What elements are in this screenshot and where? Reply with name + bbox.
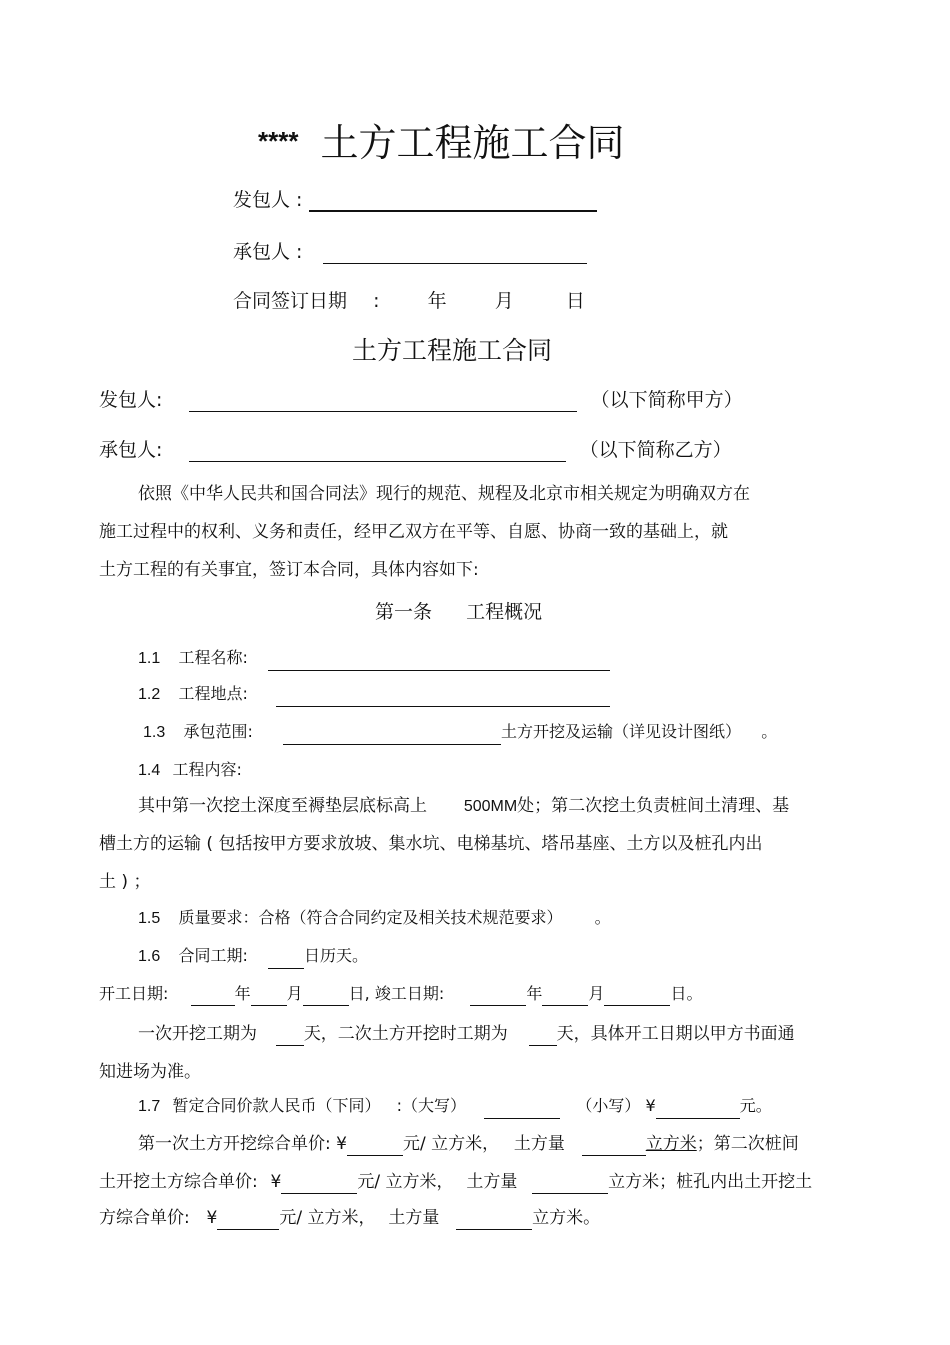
cover-date-day: 日 [565,290,585,312]
start-month-field[interactable] [251,985,287,1006]
party-b-suffix: （以下简称乙方） [579,439,732,461]
article-1-number: 第一条 [375,601,433,623]
cover-employer-row [233,188,597,212]
schedule-row [99,982,702,1006]
price-uppercase-field[interactable] [484,1098,560,1119]
price-lowercase-field[interactable] [656,1098,740,1119]
end-month-field[interactable] [542,985,588,1006]
article-1-heading [375,600,542,624]
cover-date-row [233,289,585,313]
end-month-unit: 月 [588,984,605,1003]
end-day-field[interactable] [604,985,670,1006]
cover-employer-label: 发包人 : [233,189,303,211]
qty-label: 土方量 [388,1208,440,1228]
item-1-3-label: 承包范围: [183,722,253,741]
yen-symbol: ¥ [206,1208,218,1228]
second-period-field[interactable] [529,1025,557,1046]
party-b-label: 承包人: [99,439,163,461]
item-1-1-num: 1.1 [138,650,161,667]
end-day-unit: 日。 [670,984,703,1003]
item-1-3-end: 。 [761,722,778,741]
intro-line-2: 施工过程中的权利、义务和责任，经甲乙双方在平等、自愿、协商一致的基础上，就 [99,522,728,542]
third-unit-price-label: 方综合单价: [99,1208,190,1228]
intro-line-3: 土方工程的有关事宜，签订本合同，具体内容如下: [99,560,479,580]
yen-symbol: ¥ [645,1096,656,1115]
unit-label: 元/ 立方米， [357,1172,454,1192]
cover-title-text: 土方工程施工合同 [320,121,625,165]
scope-field[interactable] [283,724,501,745]
start-date-label: 开工日期: [99,984,169,1003]
item-1-4-para-3: 土 ) ； [99,872,151,892]
unit-price-row-3-tail: 立方米。 [532,1208,601,1228]
cover-employer-field[interactable] [309,190,597,212]
item-1-6-label: 合同工期: [178,946,248,965]
start-day-unit: 日, [348,984,370,1003]
cover-date-colon: : [373,290,380,312]
period-row [138,1022,795,1046]
item-1-4-num: 1.4 [138,762,161,779]
item-1-3 [143,720,777,745]
first-period-field[interactable] [276,1025,304,1046]
project-name-field[interactable] [268,650,610,671]
end-year-field[interactable] [470,985,526,1006]
item-1-4-para-1-a: 其中第一次挖土深度至褥垫层底标高上 [138,796,427,816]
unit-price-row-1 [138,1132,799,1156]
cover-contractor-row [233,240,587,264]
period-tail: 天，具体开工日期以甲方书面通 [556,1024,795,1044]
item-1-4 [138,758,242,783]
second-qty-field[interactable] [532,1173,608,1194]
item-1-7-label: 暂定合同价款人民币（下同） [172,1096,381,1115]
second-unit-price-lead: ；第二次桩间 [696,1134,799,1154]
yen-symbol: ¥ [270,1172,282,1192]
start-year-unit: 年 [234,984,251,1003]
party-a-suffix: （以下简称甲方） [590,389,743,411]
cover-date-label: 合同签订日期 [233,290,348,312]
first-unit-price-field[interactable] [347,1135,403,1156]
cover-contractor-field[interactable] [323,243,587,264]
first-unit-price-label: 第一次土方开挖综合单价: [138,1134,331,1154]
item-1-2 [138,682,610,707]
item-1-4-para-2: 槽土方的运输 ( 包括按甲方要求放坡、集水坑、电梯基坑、塔吊基座、土方以及桩孔内出 [99,834,763,854]
item-1-7-upper-label: :（大写） [396,1096,467,1115]
item-1-6-suffix: 日历天。 [304,946,369,965]
start-day-field[interactable] [303,985,349,1006]
unit-label: 元/ 立方米， [402,1134,500,1154]
item-1-7-lower-label: （小写） [576,1096,641,1115]
first-qty-field[interactable] [582,1135,646,1156]
item-1-5-num: 1.5 [138,910,161,927]
third-qty-field[interactable] [456,1209,532,1230]
second-unit-price-label: 土开挖土方综合单价: [99,1172,258,1192]
item-1-4-para-1-c: 处；第二次挖土负责桩间土清理、基 [517,796,790,816]
item-1-7 [138,1094,772,1119]
unit-label: 元/ 立方米， [279,1208,376,1228]
end-date-label: 竣工日期: [374,984,445,1003]
item-1-5 [138,906,611,931]
unit-price-row-2 [99,1170,812,1194]
item-1-5-end: 。 [594,908,611,927]
item-1-3-num: 1.3 [143,724,166,741]
item-1-2-label: 工程地点: [178,684,248,703]
cover-title [258,118,625,166]
item-1-4-depth: 500MM [463,798,518,815]
item-1-4-label: 工程内容: [172,760,242,779]
third-unit-price-field[interactable] [217,1209,279,1230]
unit-price-row-2-tail: 立方米；桩孔内出土开挖土 [608,1172,813,1192]
yen-symbol: ¥ [336,1134,347,1154]
end-year-unit: 年 [526,984,543,1003]
period-first-label: 一次开挖工期为 [138,1024,257,1044]
item-1-1 [138,646,610,671]
cover-contractor-label: 承包人 : [233,241,303,263]
item-1-6-num: 1.6 [138,948,161,965]
party-b-field[interactable] [189,441,566,462]
item-1-3-text: 土方开挖及运输（详见设计图纸） [501,722,742,741]
item-1-1-label: 工程名称: [178,648,248,667]
intro-line-1: 依照《中华人民共和国合同法》现行的规范、规程及北京市相关规定为明确双方在 [138,484,750,504]
project-location-field[interactable] [276,686,610,707]
party-b-row [99,438,732,462]
contract-title: 土方工程施工合同 [352,336,553,365]
party-a-field[interactable] [189,391,577,412]
qty-label: 土方量 [513,1134,565,1154]
item-1-2-num: 1.2 [138,686,161,703]
item-1-4-para-1 [138,794,789,819]
item-1-7-num: 1.7 [138,1098,161,1115]
start-month-unit: 月 [286,984,303,1003]
second-unit-price-field[interactable] [281,1173,357,1194]
party-a-label: 发包人: [99,389,163,411]
period-second-label: 天，二次土方开挖时工期为 [303,1024,508,1044]
start-year-field[interactable] [191,985,235,1006]
cover-title-stars: **** [258,126,299,156]
duration-field[interactable] [268,948,304,969]
qty-label: 土方量 [466,1172,518,1192]
item-1-5-text: 质量要求：合格（符合合同约定及相关技术规范要求） [178,908,563,927]
cover-date-year: 年 [427,290,447,312]
unit-price-row-3 [99,1206,600,1230]
item-1-7-yuan: 元。 [739,1096,772,1115]
item-1-6 [138,944,368,969]
cubic-meter-unit: 立方米 [645,1134,697,1154]
party-a-row [99,388,743,412]
cover-date-month: 月 [494,290,514,312]
article-1-name: 工程概况 [466,601,543,623]
period-row-2: 知进场为准。 [99,1062,201,1082]
